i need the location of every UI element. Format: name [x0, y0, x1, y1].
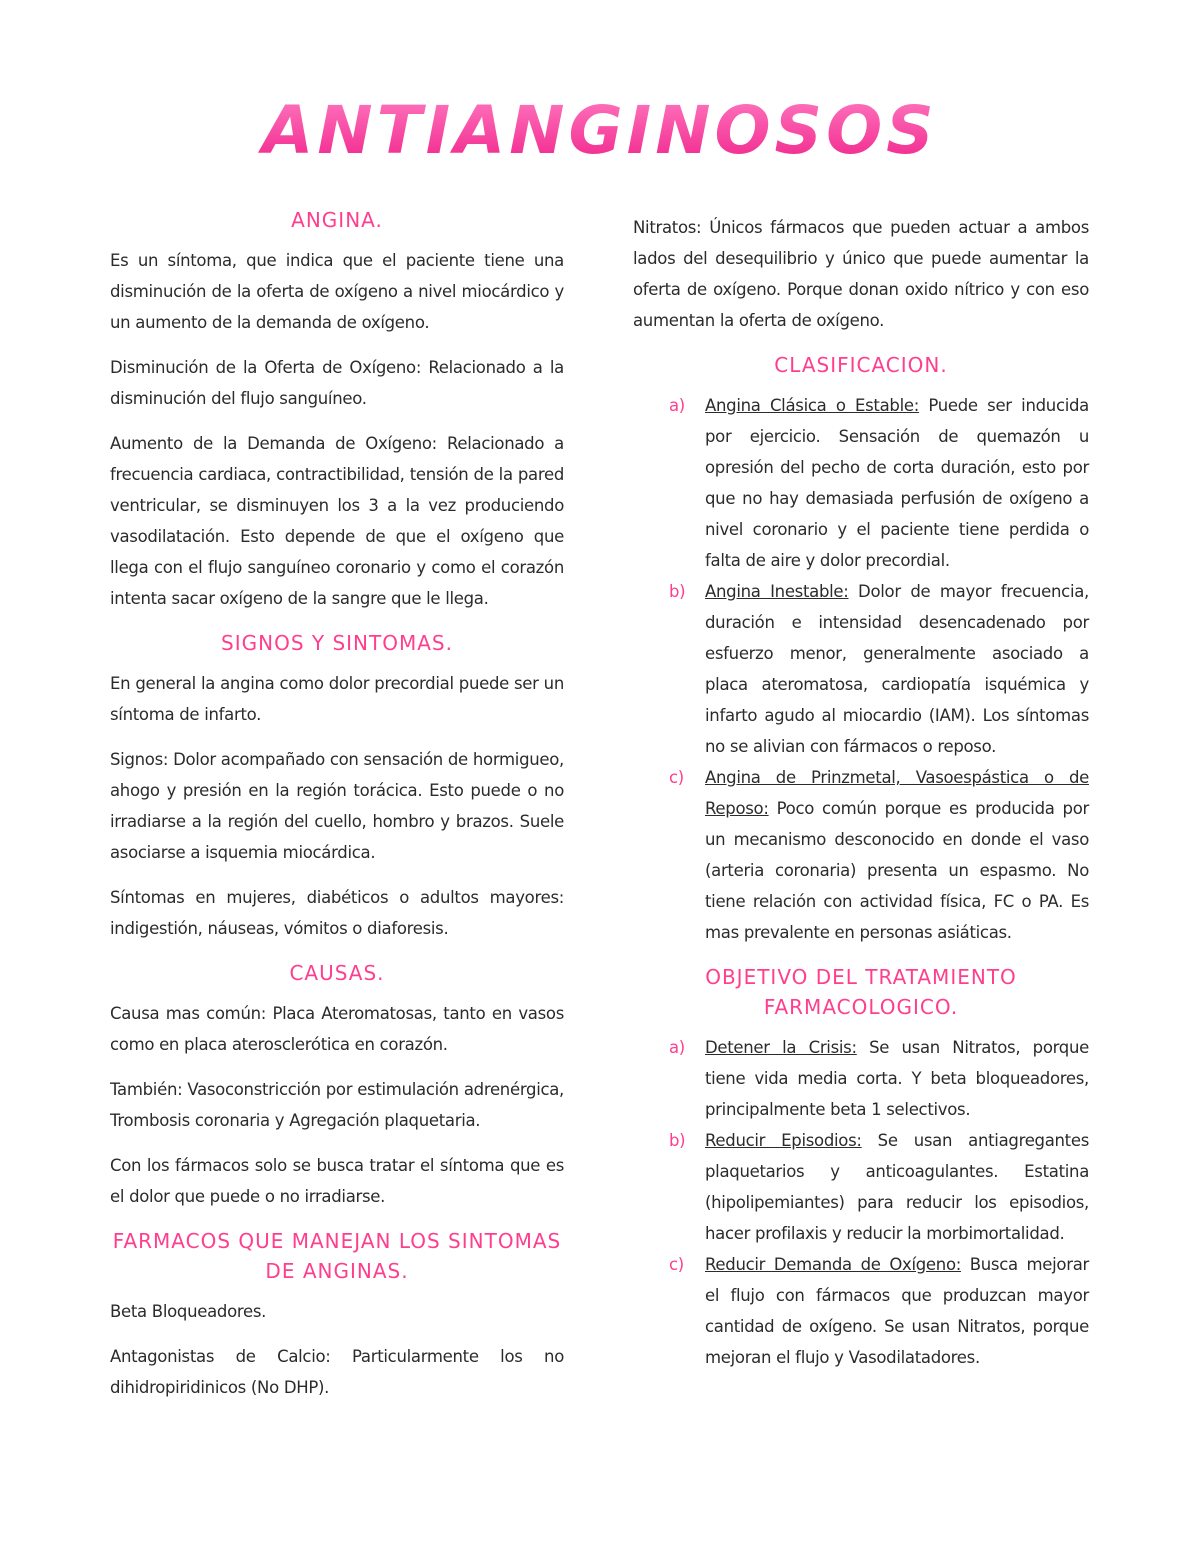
objetivo-list	[633, 1032, 1089, 1373]
paragraph: Síntomas en mujeres, diabéticos o adultos mayores: indigestión, náuseas, vómitos o diaforesis.	[110, 888, 564, 938]
list-item	[633, 1032, 1089, 1125]
section-heading-causas: CAUSAS.	[289, 961, 385, 985]
page-title: ANTIANGINOSOS	[0, 92, 1200, 169]
paragraph: Beta Bloqueadores.	[110, 1302, 267, 1321]
list-term: Reducir Demanda de Oxígeno:	[705, 1255, 961, 1274]
list-term: Angina Inestable:	[705, 582, 849, 601]
list-item	[633, 1125, 1089, 1249]
list-item	[633, 1249, 1089, 1373]
list-term: Angina de Prinzmetal, Vasoespástica o de Reposo:	[705, 768, 1089, 818]
left-column	[110, 205, 564, 1403]
list-text: Dolor de mayor frecuencia, duración e intensidad desencadenado por esfuerzo menor, generalmente asociado a placa ateromatosa, cardiopatía isquémica y infarto agudo al miocardio (IAM). Los síntomas no se alivian con fármacos o reposo.	[705, 582, 1089, 756]
paragraph: Con los fármacos solo se busca tratar el síntoma que es el dolor que puede o no irradiarse.	[110, 1156, 564, 1206]
paragraph: También: Vasoconstricción por estimulación adrenérgica, Trombosis coronaria y Agregación plaquetaria.	[110, 1080, 564, 1130]
paragraph: Aumento de la Demanda de Oxígeno: Relacionado a frecuencia cardiaca, contractibilidad, tensión de la pared ventricular, se disminuyen los 3 a la vez produciendo vasodilatación. Esto depende de que el oxígeno que llega con el flujo sanguíneo coronario y como el corazón intenta sacar oxígeno de la sangre que le llega.	[110, 434, 564, 608]
paragraph: Nitratos: Únicos fármacos que pueden actuar a ambos lados del desequilibrio y único que puede aumentar la oferta de oxígeno. Porque donan oxido nítrico y con eso aumentan la oferta de oxígeno.	[633, 218, 1089, 330]
list-text: Puede ser inducida por ejercicio. Sensación de quemazón u opresión del pecho de corta duración, esto por que no hay demasiada perfusión de oxígeno a nivel coronario y el paciente tiene perdida o falta de aire y dolor precordial.	[705, 396, 1089, 570]
list-marker: c)	[669, 768, 684, 787]
list-term: Detener la Crisis:	[705, 1038, 857, 1057]
paragraph: Causa mas común: Placa Ateromatosas, tanto en vasos como en placa aterosclerótica en corazón.	[110, 1004, 564, 1054]
list-marker: a)	[669, 396, 685, 415]
list-item	[633, 576, 1089, 762]
paragraph: Signos: Dolor acompañado con sensación de hormigueo, ahogo y presión en la región torácica. Esto puede o no irradiarse a la región del cuello, hombro y brazos. Suele asociarse a isquemia miocárdica.	[110, 750, 564, 862]
list-marker: c)	[669, 1255, 684, 1274]
list-term: Angina Clásica o Estable:	[705, 396, 919, 415]
paragraph: En general la angina como dolor precordial puede ser un síntoma de infarto.	[110, 674, 564, 724]
list-marker: b)	[669, 1131, 686, 1150]
section-heading-farmacos: FARMACOS QUE MANEJAN LOS SINTOMAS DE ANGINAS.	[112, 1229, 562, 1283]
paragraph: Antagonistas de Calcio: Particularmente los no dihidropiridinicos (No DHP).	[110, 1347, 564, 1397]
list-text: Busca mejorar el flujo con fármacos que produzcan mayor cantidad de oxígeno. Se usan Nitratos, porque mejoran el flujo y Vasodilatadores.	[705, 1255, 1089, 1367]
paragraph: Disminución de la Oferta de Oxígeno: Relacionado a la disminución del flujo sanguíneo.	[110, 358, 564, 408]
list-marker: a)	[669, 1038, 685, 1057]
list-text: Poco común porque es producida por un mecanismo desconocido en donde el vaso (arteria coronaria) presenta un espasmo. No tiene relación con actividad física, FC o PA. Es mas prevalente en personas asiáticas.	[705, 799, 1089, 942]
list-text: Se usan antiagregantes plaquetarios y anticoagulantes. Estatina (hipolipemiantes) para reducir los episodios, hacer profilaxis y reducir la morbimortalidad.	[705, 1131, 1090, 1243]
section-heading-clasificacion: CLASIFICACION.	[774, 353, 948, 377]
paragraph: Es un síntoma, que indica que el paciente tiene una disminución de la oferta de oxígeno a nivel miocárdico y un aumento de la demanda de oxígeno.	[110, 251, 564, 332]
section-heading-angina: ANGINA.	[291, 208, 383, 232]
section-heading-objetivo: OBJETIVO DEL TRATAMIENTO FARMACOLOGICO.	[705, 965, 1017, 1019]
list-term: Reducir Episodios:	[705, 1131, 862, 1150]
right-column	[633, 212, 1089, 1373]
clasificacion-list	[633, 390, 1089, 948]
list-item	[633, 390, 1089, 576]
list-marker: b)	[669, 582, 686, 601]
section-heading-signos: SIGNOS Y SINTOMAS.	[221, 631, 453, 655]
list-item	[633, 762, 1089, 948]
list-text: Se usan Nitratos, porque tiene vida media corta. Y beta bloqueadores, principalmente beta 1 selectivos.	[705, 1038, 1089, 1119]
